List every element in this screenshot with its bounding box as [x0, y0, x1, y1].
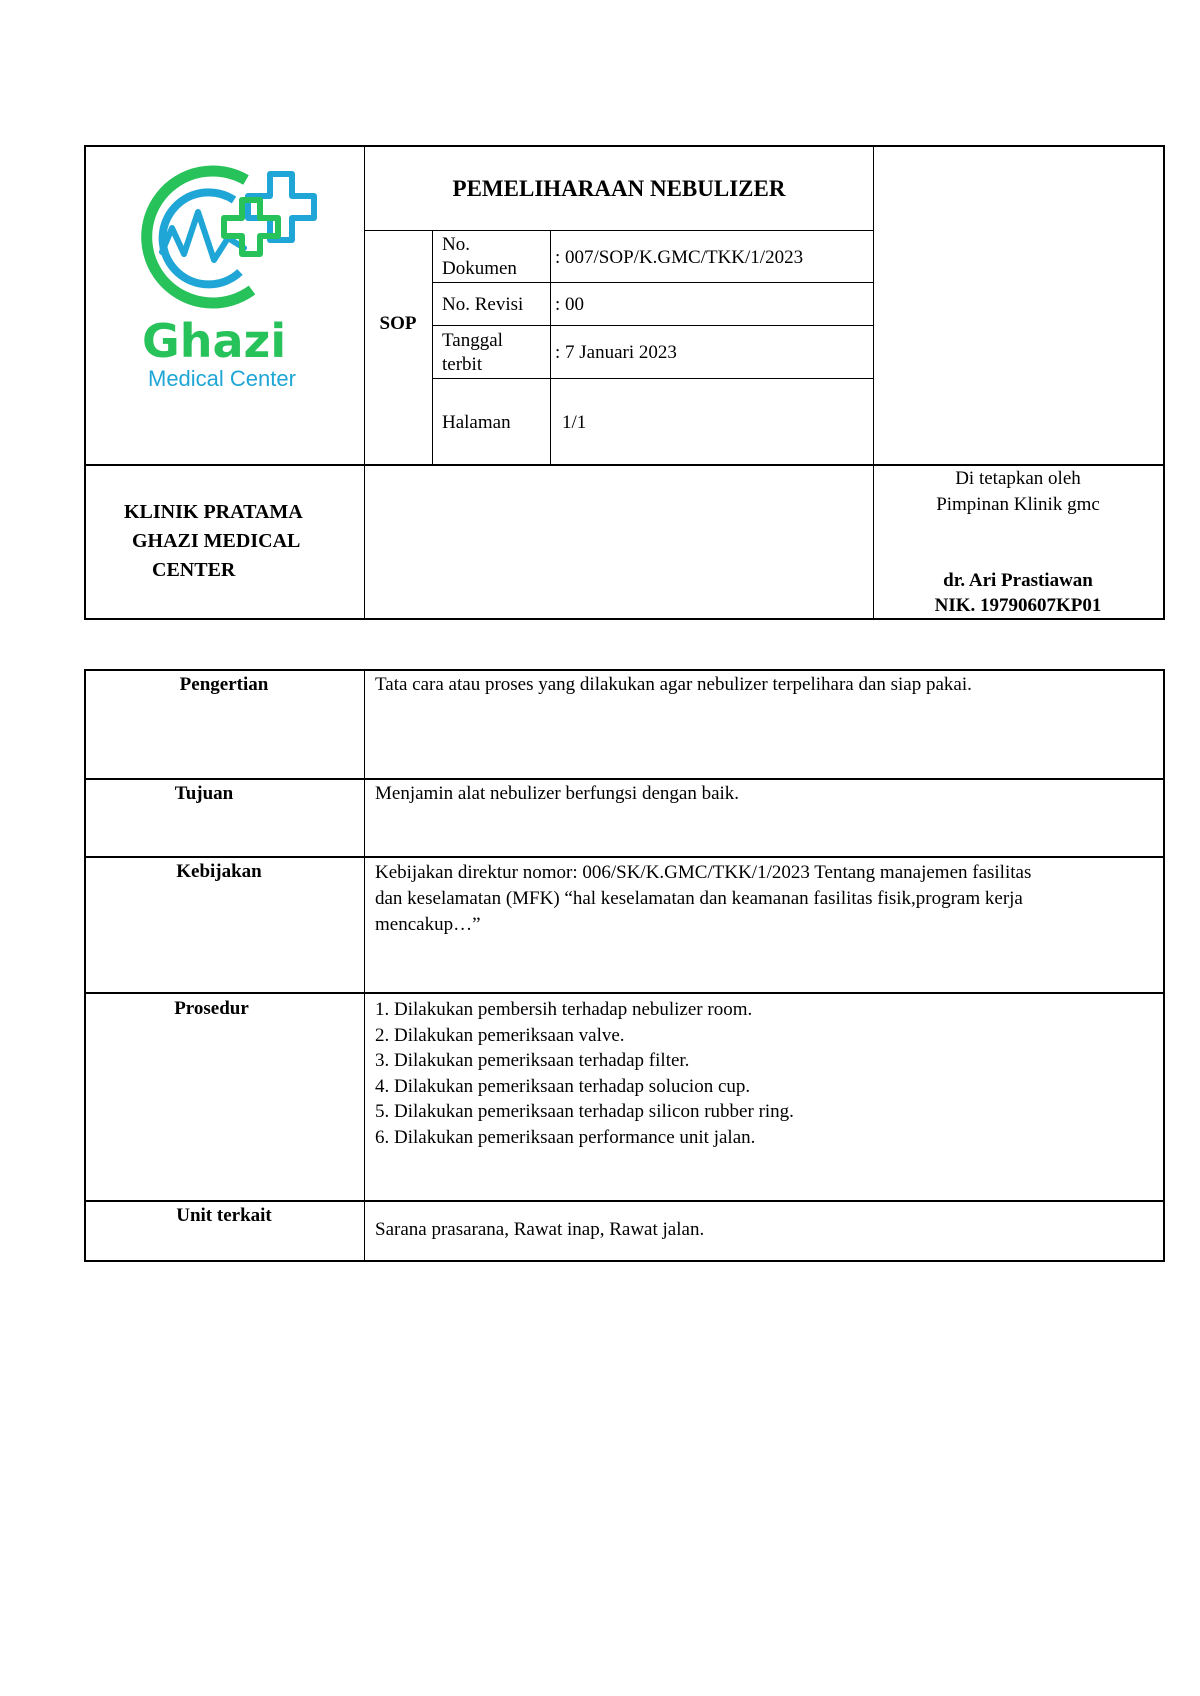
section-content-prosedur: [375, 997, 794, 1150]
doc-number-value: : 007/SOP/K.GMC/TKK/1/2023: [555, 247, 804, 268]
section-content-pengertian: Tata cara atau proses yang dilakukan agar nebulizer terpelihara dan siap pakai.: [375, 674, 972, 695]
logo-brand-text: Ghazi: [142, 314, 287, 368]
clinic-name: KLINIK PRATAMA GHAZI MEDICAL CENTER: [124, 501, 303, 581]
page-label: Halaman: [442, 412, 511, 433]
procedure-step: 2. Dilakukan pemeriksaan valve.: [375, 1024, 625, 1046]
section-content-unit-terkait: Sarana prasarana, Rawat inap, Rawat jalan.: [375, 1219, 705, 1240]
procedure-step: 5. Dilakukan pemeriksaan terhadap silicon rubber ring.: [375, 1101, 794, 1122]
revision-value: : 00: [555, 294, 585, 315]
section-label-pengertian: Pengertian: [179, 674, 269, 695]
logo-mark-icon: [124, 160, 324, 320]
issue-date-label: Tanggal terbit: [442, 330, 503, 375]
sop-label: SOP: [379, 313, 417, 334]
logo-tagline-text: Medical Center: [148, 366, 296, 391]
issue-date-value: : 7 Januari 2023: [555, 342, 677, 363]
document-title: PEMELIHARAAN NEBULIZER: [452, 176, 786, 201]
procedure-step: 4. Dilakukan pemeriksaan terhadap solucion cup.: [375, 1075, 751, 1097]
section-label-prosedur: Prosedur: [174, 998, 249, 1019]
procedure-step: 1. Dilakukan pembersih terhadap nebulizer room.: [375, 999, 753, 1020]
kebijakan-line: Kebijakan direktur nomor: 006/SK/K.GMC/TKK/1/2023 Tentang manajemen fasilitas: [375, 862, 1032, 883]
section-content-tujuan: Menjamin alat nebulizer berfungsi dengan baik.: [375, 783, 740, 804]
procedure-step: 3. Dilakukan pemeriksaan terhadap filter.: [375, 1050, 690, 1071]
section-label-tujuan: Tujuan: [174, 783, 234, 804]
clinic-logo: [124, 160, 324, 400]
section-content-kebijakan: [375, 860, 1031, 938]
doc-number-label: No. Dokumen: [442, 234, 517, 279]
approver-name: dr. Ari Prastiawan: [943, 570, 1093, 591]
kebijakan-line: dan keselamatan (MFK) “hal keselamatan dan keamanan fasilitas fisik,program kerja: [375, 888, 1023, 909]
section-label-unit-terkait: Unit terkait: [176, 1205, 272, 1226]
procedure-step: 6. Dilakukan pemeriksaan performance unit jalan.: [375, 1126, 756, 1148]
approval-line2: Pimpinan Klinik gmc: [936, 494, 1100, 515]
kebijakan-line: mencakup…”: [375, 914, 481, 935]
page-value: 1/1: [562, 412, 587, 433]
section-label-kebijakan: Kebijakan: [176, 861, 262, 882]
approver-nik: NIK. 19790607KP01: [934, 595, 1102, 616]
approval-line1: Di tetapkan oleh: [955, 468, 1081, 489]
revision-label: No. Revisi: [442, 294, 524, 315]
